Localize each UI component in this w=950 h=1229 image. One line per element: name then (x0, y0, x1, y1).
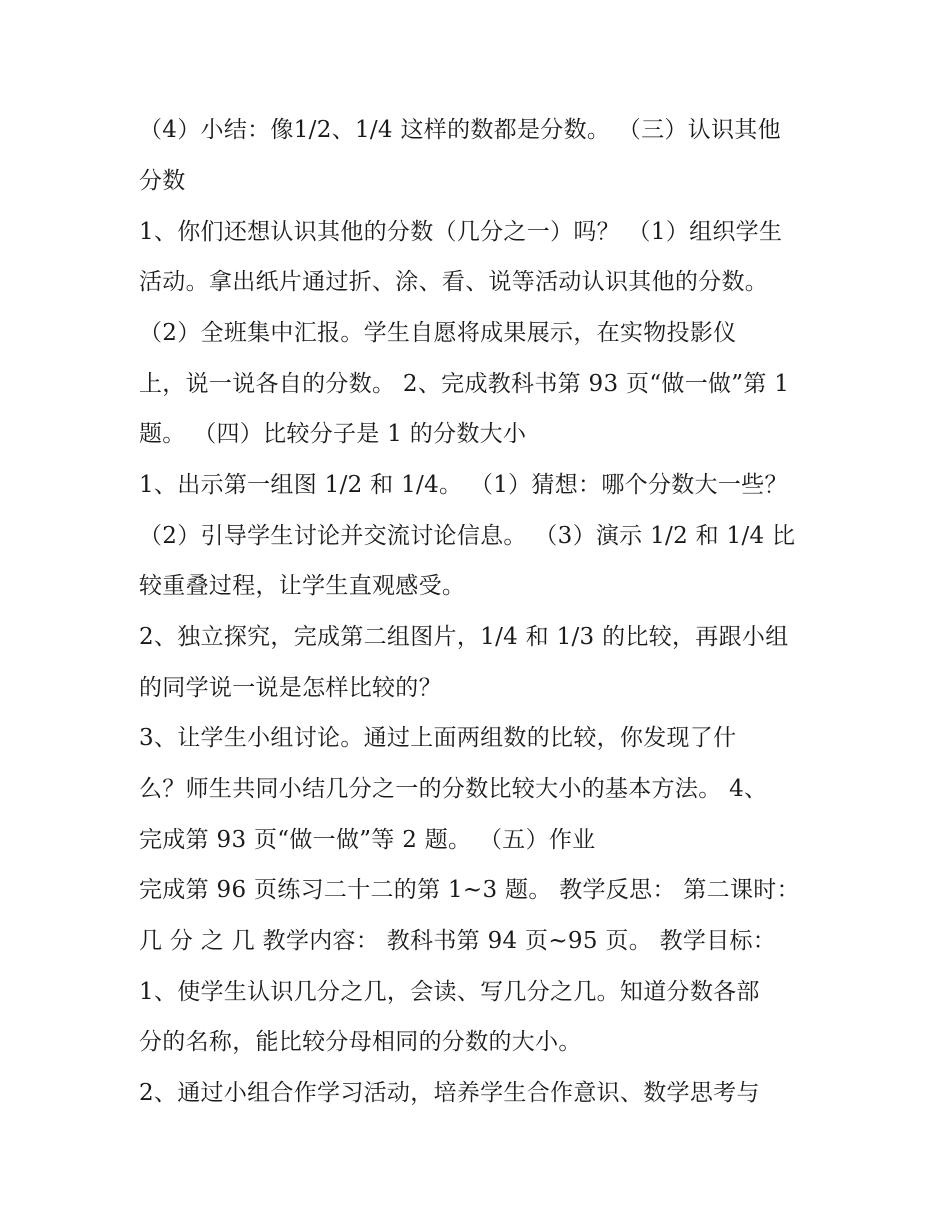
text-line: 2、通过小组合作学习活动，培养学生合作意识、数学思考与 (139, 1080, 760, 1106)
text-line: 活动。拿出纸片通过折、涂、看、说等活动认识其他的分数。 (139, 269, 769, 295)
text-line: （2）引导学生讨论并交流讨论信息。 （3）演示 1/2 和 1/4 比 (139, 523, 796, 549)
text-line: 分的名称，能比较分母相同的分数的大小。 (139, 1029, 582, 1055)
text-line: 较重叠过程，让学生直观感受。 (139, 573, 466, 599)
text-line: 上，说一说各自的分数。 2、完成教科书第 93 页“做一做”第 1 (139, 371, 790, 397)
text-line: 么？师生共同小结几分之一的分数比较大小的基本方法。 4、 (139, 776, 768, 802)
text-line: 完成第 96 页练习二十二的第 1~3 题。 教学反思： 第二课时： (139, 877, 800, 903)
text-line: 3、让学生小组讨论。通过上面两组数的比较，你发现了什 (139, 725, 737, 751)
text-line: 完成第 93 页“做一做”等 2 题。 （五）作业 (139, 827, 596, 853)
text-line: （2）全班集中汇报。学生自愿将成果展示，在实物投影仪 (139, 320, 737, 346)
text-line: 题。 （四）比较分子是 1 的分数大小 (139, 421, 527, 447)
text-line: 1、你们还想认识其他的分数（几分之一）吗？ （1）组织学生 (139, 219, 783, 245)
text-line: 几 分 之 几 教学内容： 教科书第 94 页~95 页。 教学目标： (139, 928, 777, 954)
text-line: 1、出示第一组图 1/2 和 1/4。 （1）猜想：哪个分数大一些？ (139, 472, 788, 498)
text-line: 的同学说一说是怎样比较的？ (139, 675, 442, 701)
text-line: 1、使学生认识几分之几，会读、写几分之几。知道分数各部 (139, 979, 760, 1005)
text-line: （4）小结：像1/2、1/4 这样的数都是分数。 （三）认识其他 (139, 117, 781, 143)
text-line: 分数 (139, 168, 186, 194)
text-line: 2、独立探究，完成第二组图片，1/4 和 1/3 的比较，再跟小组 (139, 624, 789, 650)
